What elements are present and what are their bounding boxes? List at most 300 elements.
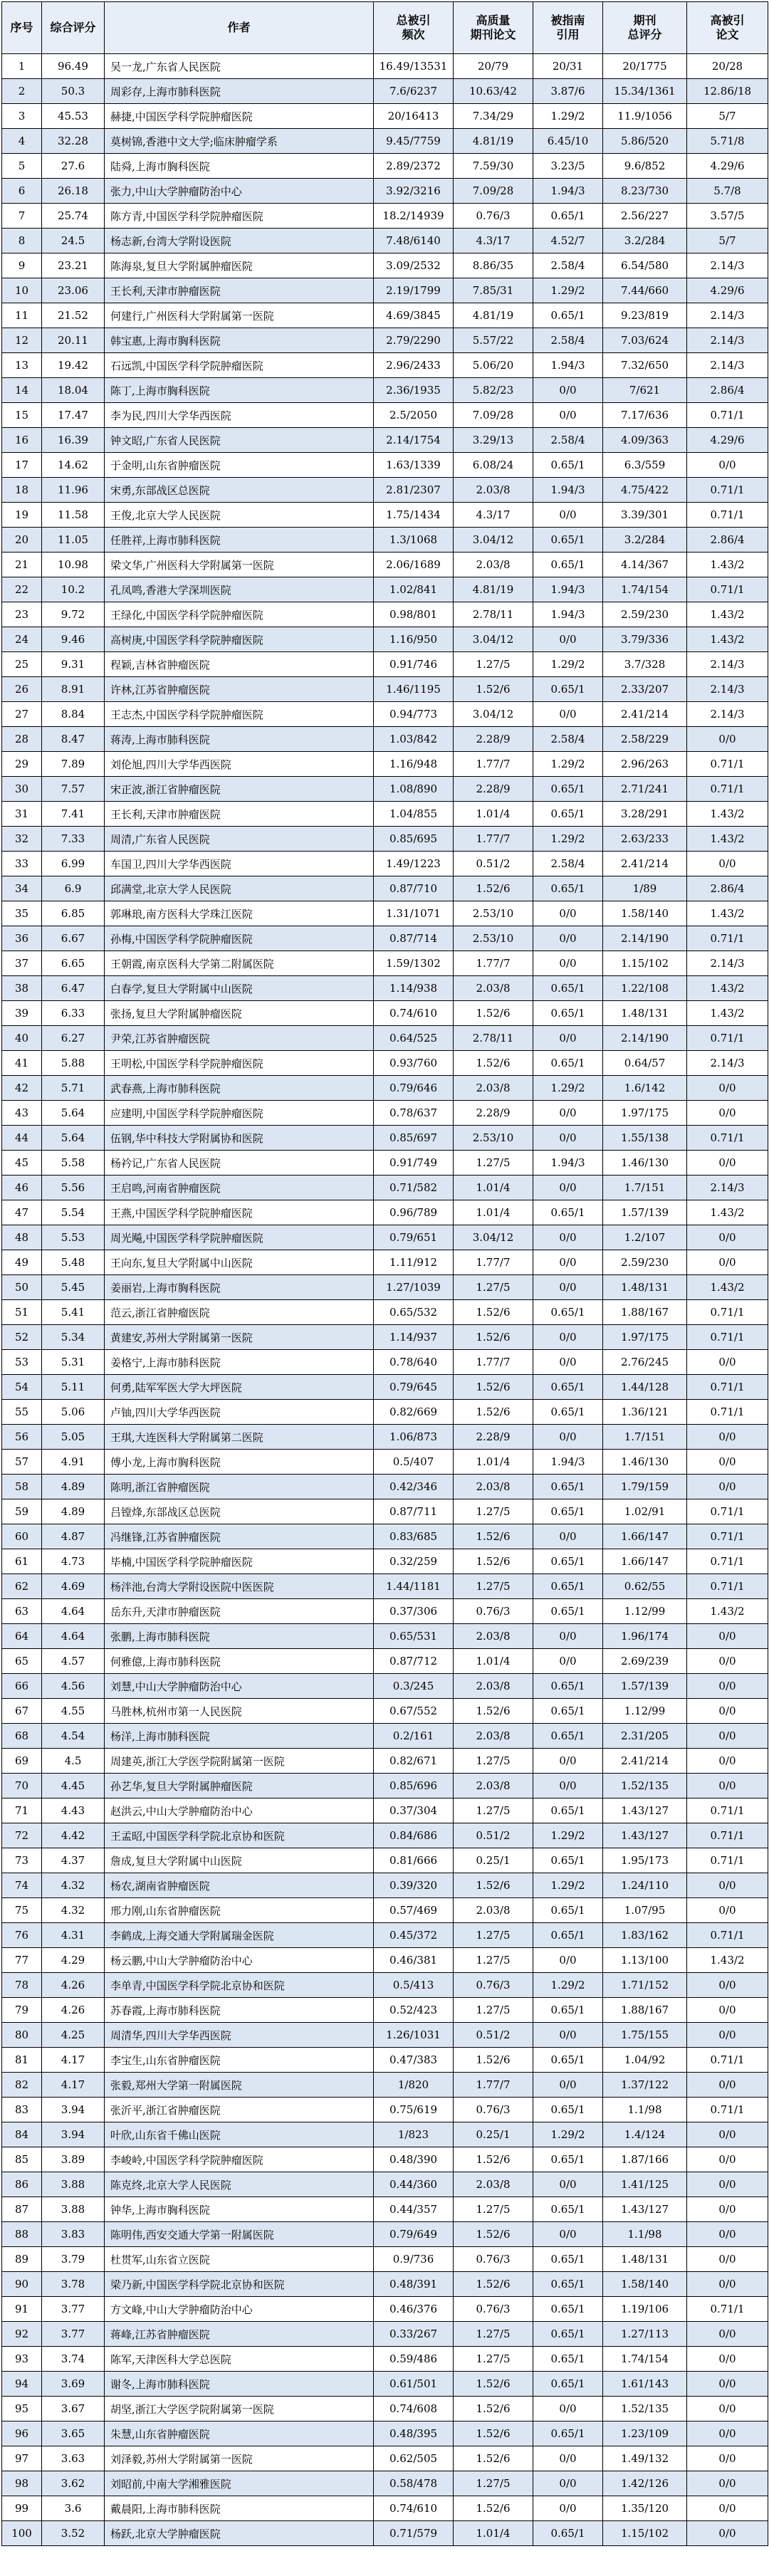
journal-score-cell: 1.74/154 <box>603 2347 687 2372</box>
rank-cell: 62 <box>2 1574 42 1599</box>
quality-papers-cell: 0.51/2 <box>454 1823 533 1848</box>
citations-cell: 0.87/714 <box>374 926 454 951</box>
highly-cited-cell: 0/0 <box>687 2397 768 2421</box>
table-row <box>2 129 768 154</box>
table-row <box>2 303 768 328</box>
score-cell: 14.62 <box>42 453 105 478</box>
guideline-citations-cell: 0/0 <box>533 1774 603 1799</box>
guideline-citations-cell: 0/0 <box>533 1026 603 1051</box>
col-header-score: 综合评分 <box>42 2 105 54</box>
journal-score-cell: 1.57/139 <box>603 1674 687 1699</box>
rank-cell: 57 <box>2 1450 42 1475</box>
quality-papers-cell: 1.01/4 <box>454 1450 533 1475</box>
journal-score-cell: 1.23/109 <box>603 2421 687 2446</box>
rank-cell: 61 <box>2 1549 42 1574</box>
highly-cited-cell: 5.7/8 <box>687 179 768 204</box>
rank-cell: 73 <box>2 1848 42 1873</box>
highly-cited-cell: 0/0 <box>687 2471 768 2496</box>
rank-cell: 10 <box>2 278 42 303</box>
highly-cited-cell: 1.43/2 <box>687 976 768 1001</box>
score-cell: 5.71 <box>42 1076 105 1101</box>
guideline-citations-cell: 0.65/1 <box>533 1599 603 1624</box>
highly-cited-cell: 5/7 <box>687 229 768 253</box>
author-cell: 孙艺华,复旦大学附属肿瘤医院 <box>105 1774 374 1799</box>
highly-cited-cell: 0.71/1 <box>687 2098 768 2122</box>
guideline-citations-cell: 0/0 <box>533 2496 603 2521</box>
author-cell: 李峻岭,中国医学科学院肿瘤医院 <box>105 2147 374 2172</box>
journal-score-cell: 1.15/102 <box>603 2521 687 2546</box>
journal-score-cell: 1.88/167 <box>603 1998 687 2023</box>
score-cell: 4.69 <box>42 1574 105 1599</box>
guideline-citations-cell: 0.65/1 <box>533 2322 603 2347</box>
quality-papers-cell: 2.28/9 <box>454 777 533 802</box>
score-cell: 45.53 <box>42 104 105 129</box>
rank-cell: 94 <box>2 2372 42 2397</box>
author-cell: 杨跃,北京大学肿瘤医院 <box>105 2521 374 2546</box>
score-cell: 10.98 <box>42 553 105 577</box>
citations-cell: 0.39/320 <box>374 1873 454 1898</box>
table-row <box>2 1549 768 1574</box>
author-cell: 李鹤成,上海交通大学附属瑞金医院 <box>105 1923 374 1948</box>
score-cell: 3.78 <box>42 2272 105 2297</box>
journal-score-cell: 2.33/207 <box>603 677 687 702</box>
journal-score-cell: 1.1/98 <box>603 2222 687 2247</box>
journal-score-cell: 20/1775 <box>603 54 687 79</box>
citations-cell: 2.81/2307 <box>374 478 454 503</box>
score-cell: 23.06 <box>42 278 105 303</box>
journal-score-cell: 1.02/91 <box>603 1499 687 1524</box>
journal-score-cell: 1.74/154 <box>603 577 687 602</box>
citations-cell: 0.9/736 <box>374 2247 454 2272</box>
author-cell: 李宝生,山东省肿瘤医院 <box>105 2048 374 2073</box>
citations-cell: 2.96/2433 <box>374 353 454 378</box>
author-cell: 杨志新,台湾大学附设医院 <box>105 229 374 253</box>
rank-cell: 99 <box>2 2496 42 2521</box>
citations-cell: 0.44/357 <box>374 2197 454 2222</box>
journal-score-cell: 11.9/1056 <box>603 104 687 129</box>
rank-cell: 23 <box>2 602 42 627</box>
rank-cell: 45 <box>2 1151 42 1176</box>
journal-score-cell: 1.15/102 <box>603 951 687 976</box>
guideline-citations-cell: 0.65/1 <box>533 677 603 702</box>
quality-papers-cell: 1.01/4 <box>454 1200 533 1225</box>
author-cell: 吕镗烽,东部战区总医院 <box>105 1499 374 1524</box>
journal-score-cell: 1.46/130 <box>603 1151 687 1176</box>
highly-cited-cell: 0/0 <box>687 1749 768 1774</box>
journal-score-cell: 1.55/138 <box>603 1126 687 1151</box>
citations-cell: 0.96/789 <box>374 1200 454 1225</box>
score-cell: 4.32 <box>42 1873 105 1898</box>
rank-cell: 13 <box>2 353 42 378</box>
author-cell: 姜格宁,上海市肺科医院 <box>105 1350 374 1375</box>
journal-score-cell: 1.83/162 <box>603 1923 687 1948</box>
quality-papers-cell: 8.86/35 <box>454 253 533 278</box>
rank-cell: 20 <box>2 528 42 553</box>
author-cell: 王启鸣,河南省肿瘤医院 <box>105 1176 374 1200</box>
author-cell: 高树庚,中国医学科学院肿瘤医院 <box>105 627 374 652</box>
table-row <box>2 2421 768 2446</box>
citations-cell: 1.44/1181 <box>374 1574 454 1599</box>
highly-cited-cell: 0/0 <box>687 727 768 752</box>
highly-cited-cell: 0/0 <box>687 2372 768 2397</box>
table-row <box>2 2347 768 2372</box>
highly-cited-cell: 2.14/3 <box>687 1176 768 1200</box>
score-cell: 5.41 <box>42 1300 105 1325</box>
quality-papers-cell: 1.27/5 <box>454 1799 533 1823</box>
score-cell: 3.69 <box>42 2372 105 2397</box>
highly-cited-cell: 1.43/2 <box>687 602 768 627</box>
highly-cited-cell: 0/0 <box>687 1998 768 2023</box>
highly-cited-cell: 2.14/3 <box>687 303 768 328</box>
quality-papers-cell: 0.51/2 <box>454 852 533 876</box>
guideline-citations-cell: 0.65/1 <box>533 2197 603 2222</box>
quality-papers-cell: 1.52/6 <box>454 1001 533 1026</box>
quality-papers-cell: 1.52/6 <box>454 1051 533 1076</box>
table-row <box>2 528 768 553</box>
table-row <box>2 2023 768 2048</box>
citations-cell: 0.79/651 <box>374 1225 454 1250</box>
citations-cell: 0.57/469 <box>374 1898 454 1923</box>
author-cell: 周建英,浙江大学医学院附属第一医院 <box>105 1749 374 1774</box>
journal-score-cell: 1.58/140 <box>603 901 687 926</box>
guideline-citations-cell: 0/0 <box>533 1350 603 1375</box>
highly-cited-cell: 1.43/2 <box>687 802 768 827</box>
score-cell: 4.42 <box>42 1823 105 1848</box>
quality-papers-cell: 2.03/8 <box>454 2172 533 2197</box>
score-cell: 3.67 <box>42 2397 105 2421</box>
citations-cell: 0.32/259 <box>374 1549 454 1574</box>
score-cell: 3.74 <box>42 2347 105 2372</box>
highly-cited-cell: 1.43/2 <box>687 1275 768 1300</box>
table-row <box>2 827 768 852</box>
quality-papers-cell: 0.76/3 <box>454 2098 533 2122</box>
quality-papers-cell: 2.53/10 <box>454 926 533 951</box>
journal-score-cell: 1.19/106 <box>603 2297 687 2322</box>
journal-score-cell: 8.23/730 <box>603 179 687 204</box>
quality-papers-cell: 1.52/6 <box>454 1300 533 1325</box>
highly-cited-cell: 2.86/4 <box>687 378 768 403</box>
score-cell: 5.58 <box>42 1151 105 1176</box>
author-cell: 宋勇,东部战区总医院 <box>105 478 374 503</box>
author-cell: 胡坚,浙江大学医学院附属第一医院 <box>105 2397 374 2421</box>
guideline-citations-cell: 0.65/1 <box>533 1499 603 1524</box>
table-row <box>2 278 768 303</box>
quality-papers-cell: 2.53/10 <box>454 901 533 926</box>
citations-cell: 0.78/637 <box>374 1101 454 1126</box>
highly-cited-cell: 20/28 <box>687 54 768 79</box>
guideline-citations-cell: 0/0 <box>533 2446 603 2471</box>
score-cell: 7.57 <box>42 777 105 802</box>
citations-cell: 0.87/712 <box>374 1649 454 1674</box>
score-cell: 3.63 <box>42 2446 105 2471</box>
table-row <box>2 2322 768 2347</box>
quality-papers-cell: 1.27/5 <box>454 2347 533 2372</box>
highly-cited-cell: 2.14/3 <box>687 677 768 702</box>
rank-cell: 28 <box>2 727 42 752</box>
journal-score-cell: 6.3/559 <box>603 453 687 478</box>
highly-cited-cell: 0/0 <box>687 2172 768 2197</box>
author-cell: 刘慧,中山大学肿瘤防治中心 <box>105 1674 374 1699</box>
author-cell: 钟华,上海市胸科医院 <box>105 2197 374 2222</box>
citations-cell: 0.85/697 <box>374 1126 454 1151</box>
highly-cited-cell: 0.71/1 <box>687 1026 768 1051</box>
citations-cell: 1.04/855 <box>374 802 454 827</box>
table-row <box>2 926 768 951</box>
citations-cell: 0.64/525 <box>374 1026 454 1051</box>
table-row <box>2 1823 768 1848</box>
table-row <box>2 1699 768 1724</box>
guideline-citations-cell: 1.94/3 <box>533 353 603 378</box>
rank-cell: 69 <box>2 1749 42 1774</box>
guideline-citations-cell: 0/0 <box>533 1624 603 1649</box>
guideline-citations-cell: 0.65/1 <box>533 2521 603 2546</box>
rank-cell: 31 <box>2 802 42 827</box>
score-cell: 3.88 <box>42 2172 105 2197</box>
author-cell: 陈海泉,复旦大学附属肿瘤医院 <box>105 253 374 278</box>
journal-score-cell: 1.41/125 <box>603 2172 687 2197</box>
quality-papers-cell: 2.03/8 <box>454 1774 533 1799</box>
rank-cell: 55 <box>2 1400 42 1425</box>
quality-papers-cell: 2.78/11 <box>454 602 533 627</box>
quality-papers-cell: 6.08/24 <box>454 453 533 478</box>
score-cell: 3.94 <box>42 2122 105 2147</box>
quality-papers-cell: 1.27/5 <box>454 1923 533 1948</box>
highly-cited-cell: 0/0 <box>687 2222 768 2247</box>
guideline-citations-cell: 1.29/2 <box>533 278 603 303</box>
author-cell: 谢冬,上海市肺科医院 <box>105 2372 374 2397</box>
journal-score-cell: 1.43/127 <box>603 2197 687 2222</box>
guideline-citations-cell: 1.94/3 <box>533 577 603 602</box>
highly-cited-cell: 0.71/1 <box>687 1524 768 1549</box>
quality-papers-cell: 2.03/8 <box>454 1674 533 1699</box>
quality-papers-cell: 1.52/6 <box>454 2496 533 2521</box>
score-cell: 3.94 <box>42 2098 105 2122</box>
col-header-quality-papers: 高质量 期刊论文 <box>454 2 533 54</box>
author-cell: 杨泮池,台湾大学附设医院中医医院 <box>105 1574 374 1599</box>
guideline-citations-cell: 0.65/1 <box>533 802 603 827</box>
table-row <box>2 1524 768 1549</box>
guideline-citations-cell: 1.94/3 <box>533 478 603 503</box>
guideline-citations-cell: 0/0 <box>533 503 603 528</box>
guideline-citations-cell: 0.65/1 <box>533 777 603 802</box>
quality-papers-cell: 0.76/3 <box>454 1973 533 1998</box>
citations-cell: 0.61/501 <box>374 2372 454 2397</box>
rank-cell: 32 <box>2 827 42 852</box>
table-row <box>2 627 768 652</box>
table-body <box>2 54 768 2546</box>
journal-score-cell: 2.76/245 <box>603 1350 687 1375</box>
guideline-citations-cell: 2.58/4 <box>533 428 603 453</box>
quality-papers-cell: 0.25/1 <box>454 1848 533 1873</box>
quality-papers-cell: 2.03/8 <box>454 1724 533 1749</box>
author-cell: 朱慧,山东省肿瘤医院 <box>105 2421 374 2446</box>
table-row <box>2 777 768 802</box>
quality-papers-cell: 1.27/5 <box>454 2197 533 2222</box>
rank-cell: 11 <box>2 303 42 328</box>
citations-cell: 2.14/1754 <box>374 428 454 453</box>
guideline-citations-cell: 0/0 <box>533 627 603 652</box>
journal-score-cell: 2.59/230 <box>603 602 687 627</box>
author-cell: 程颖,吉林省肿瘤医院 <box>105 652 374 677</box>
guideline-citations-cell: 0/0 <box>533 1275 603 1300</box>
rank-cell: 64 <box>2 1624 42 1649</box>
table-row <box>2 229 768 253</box>
highly-cited-cell: 5.71/8 <box>687 129 768 154</box>
highly-cited-cell: 4.29/6 <box>687 278 768 303</box>
score-cell: 6.47 <box>42 976 105 1001</box>
author-cell: 王明松,中国医学科学院肿瘤医院 <box>105 1051 374 1076</box>
rank-cell: 72 <box>2 1823 42 1848</box>
table-row <box>2 1649 768 1674</box>
journal-score-cell: 1.44/128 <box>603 1375 687 1400</box>
guideline-citations-cell: 1.94/3 <box>533 1151 603 1176</box>
journal-score-cell: 2.63/233 <box>603 827 687 852</box>
citations-cell: 2.79/2290 <box>374 328 454 353</box>
guideline-citations-cell: 1.29/2 <box>533 2122 603 2147</box>
journal-score-cell: 1.46/130 <box>603 1450 687 1475</box>
citations-cell: 0.78/640 <box>374 1350 454 1375</box>
quality-papers-cell: 3.04/12 <box>454 627 533 652</box>
table-row <box>2 104 768 129</box>
rank-cell: 60 <box>2 1524 42 1549</box>
quality-papers-cell: 1.77/7 <box>454 1250 533 1275</box>
author-cell: 刘伦旭,四川大学华西医院 <box>105 752 374 777</box>
guideline-citations-cell: 0.65/1 <box>533 2272 603 2297</box>
author-cell: 宋正波,浙江省肿瘤医院 <box>105 777 374 802</box>
highly-cited-cell: 2.86/4 <box>687 528 768 553</box>
score-cell: 7.33 <box>42 827 105 852</box>
author-cell: 应建明,中国医学科学院肿瘤医院 <box>105 1101 374 1126</box>
table-row <box>2 2172 768 2197</box>
rank-cell: 85 <box>2 2147 42 2172</box>
quality-papers-cell: 7.09/28 <box>454 179 533 204</box>
quality-papers-cell: 0.51/2 <box>454 2023 533 2048</box>
table-row <box>2 901 768 926</box>
guideline-citations-cell: 1.29/2 <box>533 827 603 852</box>
author-cell: 陈丁,上海市胸科医院 <box>105 378 374 403</box>
guideline-citations-cell: 2.58/4 <box>533 328 603 353</box>
rank-cell: 80 <box>2 2023 42 2048</box>
highly-cited-cell: 0.71/1 <box>687 752 768 777</box>
citations-cell: 2.89/2372 <box>374 154 454 179</box>
rank-cell: 98 <box>2 2471 42 2496</box>
table-row <box>2 1375 768 1400</box>
journal-score-cell: 0.62/55 <box>603 1574 687 1599</box>
highly-cited-cell: 0.71/1 <box>687 926 768 951</box>
highly-cited-cell: 0/0 <box>687 2347 768 2372</box>
guideline-citations-cell: 0.65/1 <box>533 303 603 328</box>
table-row <box>2 577 768 602</box>
table-row <box>2 2197 768 2222</box>
highly-cited-cell: 0.71/1 <box>687 403 768 428</box>
rank-cell: 92 <box>2 2322 42 2347</box>
citations-cell: 0.83/685 <box>374 1524 454 1549</box>
journal-score-cell: 3.28/291 <box>603 802 687 827</box>
score-cell: 96.49 <box>42 54 105 79</box>
table-row <box>2 2471 768 2496</box>
rank-cell: 67 <box>2 1699 42 1724</box>
score-cell: 3.83 <box>42 2222 105 2247</box>
author-cell: 许林,江苏省肿瘤医院 <box>105 677 374 702</box>
author-cell: 张力,中山大学肿瘤防治中心 <box>105 179 374 204</box>
score-cell: 6.9 <box>42 876 105 901</box>
table-row <box>2 1898 768 1923</box>
highly-cited-cell: 0/0 <box>687 1624 768 1649</box>
rank-cell: 70 <box>2 1774 42 1799</box>
score-cell: 10.2 <box>42 577 105 602</box>
citations-cell: 0.33/267 <box>374 2322 454 2347</box>
table-row <box>2 2073 768 2098</box>
guideline-citations-cell: 0.65/1 <box>533 1923 603 1948</box>
highly-cited-cell: 0.71/1 <box>687 1325 768 1350</box>
author-cell: 王长利,天津市肿瘤医院 <box>105 802 374 827</box>
col-header-author: 作者 <box>105 2 374 54</box>
table-row <box>2 453 768 478</box>
rank-cell: 83 <box>2 2098 42 2122</box>
quality-papers-cell: 1.52/6 <box>454 1873 533 1898</box>
quality-papers-cell: 2.03/8 <box>454 976 533 1001</box>
citations-cell: 1.63/1339 <box>374 453 454 478</box>
score-cell: 19.42 <box>42 353 105 378</box>
journal-score-cell: 1.42/126 <box>603 2471 687 2496</box>
rank-cell: 19 <box>2 503 42 528</box>
guideline-citations-cell: 0.65/1 <box>533 2421 603 2446</box>
score-cell: 3.77 <box>42 2322 105 2347</box>
score-cell: 5.34 <box>42 1325 105 1350</box>
quality-papers-cell: 1.77/7 <box>454 1350 533 1375</box>
guideline-citations-cell: 0/0 <box>533 1225 603 1250</box>
journal-score-cell: 1.43/127 <box>603 1799 687 1823</box>
guideline-citations-cell: 0.65/1 <box>533 876 603 901</box>
author-cell: 陆舜,上海市胸科医院 <box>105 154 374 179</box>
table-row <box>2 1998 768 2023</box>
score-cell: 3.6 <box>42 2496 105 2521</box>
guideline-citations-cell: 0/0 <box>533 926 603 951</box>
quality-papers-cell: 1.01/4 <box>454 1176 533 1200</box>
journal-score-cell: 1.7/151 <box>603 1176 687 1200</box>
quality-papers-cell: 1.52/6 <box>454 2372 533 2397</box>
score-cell: 5.48 <box>42 1250 105 1275</box>
rank-cell: 66 <box>2 1674 42 1699</box>
author-cell: 傅小龙,上海市胸科医院 <box>105 1450 374 1475</box>
guideline-citations-cell: 0.65/1 <box>533 1051 603 1076</box>
journal-score-cell: 7.17/636 <box>603 403 687 428</box>
author-cell: 梁乃新,中国医学科学院北京协和医院 <box>105 2272 374 2297</box>
author-cell: 张扬,复旦大学附属肿瘤医院 <box>105 1001 374 1026</box>
author-cell: 卢铀,四川大学华西医院 <box>105 1400 374 1425</box>
citations-cell: 16.49/13531 <box>374 54 454 79</box>
guideline-citations-cell: 0/0 <box>533 2073 603 2098</box>
highly-cited-cell: 0/0 <box>687 1250 768 1275</box>
guideline-citations-cell: 0.65/1 <box>533 1001 603 1026</box>
citations-cell: 0.74/608 <box>374 2397 454 2421</box>
highly-cited-cell: 0/0 <box>687 2322 768 2347</box>
highly-cited-cell: 0/0 <box>687 1151 768 1176</box>
journal-score-cell: 1.12/99 <box>603 1699 687 1724</box>
journal-score-cell: 1/89 <box>603 876 687 901</box>
table-row <box>2 2098 768 2122</box>
table-row <box>2 1325 768 1350</box>
rank-cell: 2 <box>2 79 42 104</box>
score-cell: 9.31 <box>42 652 105 677</box>
score-cell: 18.04 <box>42 378 105 403</box>
highly-cited-cell: 2.14/3 <box>687 253 768 278</box>
table-row <box>2 1574 768 1599</box>
author-cell: 车国卫,四川大学华西医院 <box>105 852 374 876</box>
quality-papers-cell: 1.52/6 <box>454 2147 533 2172</box>
journal-score-cell: 1.71/152 <box>603 1973 687 1998</box>
score-cell: 4.26 <box>42 1998 105 2023</box>
